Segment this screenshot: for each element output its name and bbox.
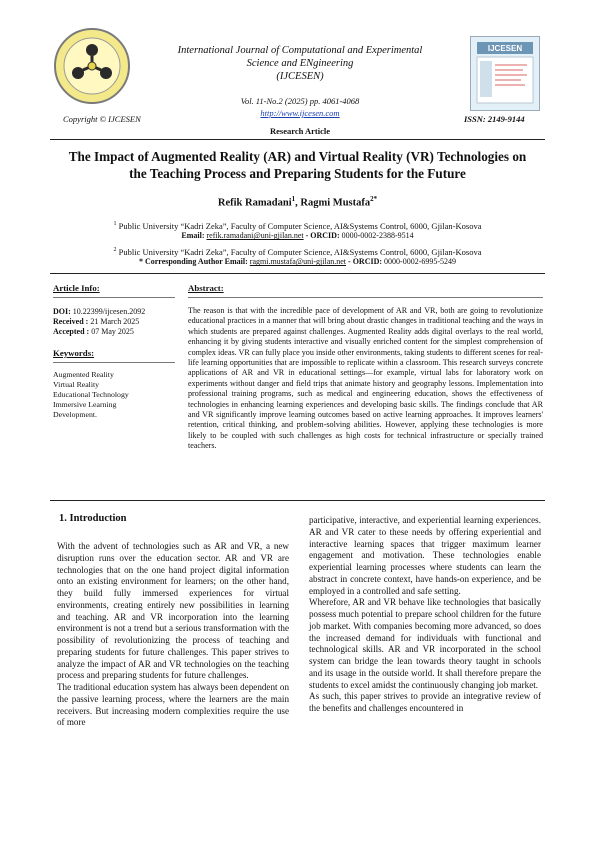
affiliation-text: Public University “Kadri Zeka”, Faculty of Computer Science, AI&Systems Control, 6000, Gjilan-Kosova <box>116 220 482 231</box>
doi-line <box>53 307 145 317</box>
info-divider <box>53 297 175 298</box>
left-column <box>57 541 289 729</box>
copyright-notice: Copyright © IJCESEN <box>63 114 141 124</box>
article-type: Research Article <box>269 126 331 136</box>
orcid-label: - ORCID: <box>346 257 383 267</box>
orcid-label: - ORCID: <box>303 231 340 241</box>
affiliation-text: Public University “Kadri Zeka”, Faculty of Computer Science, AI&Systems Control, 6000, Gjilan-Kosova <box>116 246 482 257</box>
journal-cover-image <box>470 36 540 111</box>
abstract-text: The reason is that with the incredible pace of development of AR and VR, both are going to revolutionize educational practices in a manner that will bring about drastic changes in traditional teaching and the ways in which students are prepared against challenges. Augmented Reality adds digital overlays to the real world, enhancing it by giving students interactive and visually enriched content for the simplest comprehension of complex ideas. VR can fully place you inside other environments, taking students to different scenes for real-life learning opportunities that are impossible to replicate within a classroom. This research surveys concrete applications of AR and VR in educational settings—for example, virtual labs for laboratory work on experiments without danger and field trips that animate history and geography lessons. Implementation into professional training programs, such as medical and engineering education, shows the effectiveness of technologies in enhancing learning experiences and developing basic skills. The findings conclude that AR and VR significantly improve learning outcomes based on active learning approaches. It improves learners' retention, critical thinking, and problem-solving abilities. However, applying these technologies is more likely to be coupled with such challenges as high costs for technical infrastructure or specially trained teachers. <box>188 306 543 451</box>
keyword-item: Development. <box>53 410 97 419</box>
body-paragraph: Wherefore, AR and VR behave like technologies that basically possess much potential to prepare school children for the future job market. With companies becoming more advanced, so does the increased demand for individuals with functional and technological skills. AR and VR incorporated in the school system can bridge the lean towards theory taught in schools and its usage in the outside world. It shall therefore prepare the students to excel amidst the continuously changing job market. <box>309 597 541 690</box>
author-email-link[interactable]: ragmi.mustafa@uni-gjilan.net <box>249 257 347 267</box>
author-superscript: 2* <box>370 195 378 203</box>
author-list <box>50 195 545 209</box>
paper-title-line2: the Teaching Process and Preparing Students for the Future <box>129 165 466 181</box>
abstract-heading: Abstract: <box>188 283 224 293</box>
header-rule <box>50 139 545 140</box>
accepted-line <box>53 327 134 337</box>
body-paragraph: The traditional education system has always been dependent on the passive learning process, where the learners are the main receivers. But increasing modern complexities require the use of more <box>57 682 289 728</box>
abstract-divider <box>188 297 543 298</box>
email-label: Email: <box>181 231 205 241</box>
issn-label: ISSN: 2149-9144 <box>464 114 525 124</box>
paper-title-line1: The Impact of Augmented Reality (AR) and Virtual Reality (VR) Technologies on <box>68 149 527 164</box>
received-label: Received : <box>53 317 89 326</box>
journal-name-line2: Science and ENgineering <box>246 58 354 69</box>
keyword-item: Augmented Reality <box>53 370 114 379</box>
doi-value: 10.22399/ijcesen.2092 <box>70 307 146 316</box>
affiliation-superscript: 1 <box>113 221 117 227</box>
volume-info: Vol. 11-No.2 (2025) pp. 4061-4068 <box>240 96 360 106</box>
cover-logo-text: IJCESEN <box>487 44 523 53</box>
abstract-bottom-rule <box>50 500 545 501</box>
affiliation-1 <box>50 219 545 242</box>
received-date: 21 March 2025 <box>88 317 140 326</box>
keyword-item: Educational Technology <box>53 390 129 399</box>
keywords-heading: Keywords: <box>53 348 95 358</box>
orcid-value: 0000-0002-6995-5249 <box>382 257 457 267</box>
email-label: * Corresponding Author Email: <box>138 257 248 267</box>
paper-title <box>50 149 545 182</box>
author-email-link[interactable]: refik.ramadani@uni-gjilan.net <box>206 231 304 241</box>
body-paragraph: As such, this paper strives to provide an integrative review of the benefits and challenges encountered in <box>309 691 541 713</box>
journal-name <box>150 44 450 83</box>
keyword-item: Immersive Learning <box>53 400 117 409</box>
info-rule <box>50 273 545 274</box>
accepted-date: 07 May 2025 <box>89 327 134 336</box>
accepted-label: Accepted : <box>53 327 90 336</box>
affiliation-2 <box>50 245 545 268</box>
section-heading: 1. Introduction <box>59 513 127 524</box>
journal-abbrev: (IJCESEN) <box>276 71 324 82</box>
body-paragraph: With the advent of technologies such as AR and VR, a new disruption runs over the education sector. AR and VR are technologies that on the one hand project digital information onto an existing environment for learners; on the other hand, they build fully immersed experiences for virtual environments, creating entirely new possibilities in learning and teaching. AR and VR incorporation into the learning environment is not a trend but a serious transformation with the possibility of revolutionizing the process of teaching and preparing students for future challenges. This paper strives to analyze the impact of AR and VR technologies on the teaching process and preparing students for future challenges. <box>57 541 289 681</box>
author-name: Ragmi Mustafa <box>300 197 371 209</box>
doi-label: DOI: <box>53 307 71 316</box>
keyword-item: Virtual Reality <box>53 380 100 389</box>
orcid-value: 0000-0002-2388-9514 <box>339 231 414 241</box>
keywords-divider <box>53 362 175 363</box>
received-line <box>53 317 139 327</box>
author-superscript: 1 <box>291 195 296 203</box>
article-info-heading: Article Info: <box>53 283 100 293</box>
journal-url-link[interactable]: http://www.ijcesen.com <box>260 108 340 118</box>
journal-name-line1: International Journal of Computational and Experimental <box>177 45 423 56</box>
journal-logo <box>52 26 132 106</box>
right-column <box>309 515 541 715</box>
author-separator: , <box>295 197 301 209</box>
author-name: Refik Ramadani <box>217 197 292 209</box>
affiliation-superscript: 2 <box>113 247 117 253</box>
body-paragraph: participative, interactive, and experiential learning experiences. AR and VR cater to these needs by offering experiential and interactive learning spaces that trigger maximum learner engagement and motivation. These technologies enable experiential learning processes where students can learn the abstract in concrete context, have hands-on experience, and be employed in a controlled and safe setting. <box>309 515 541 596</box>
